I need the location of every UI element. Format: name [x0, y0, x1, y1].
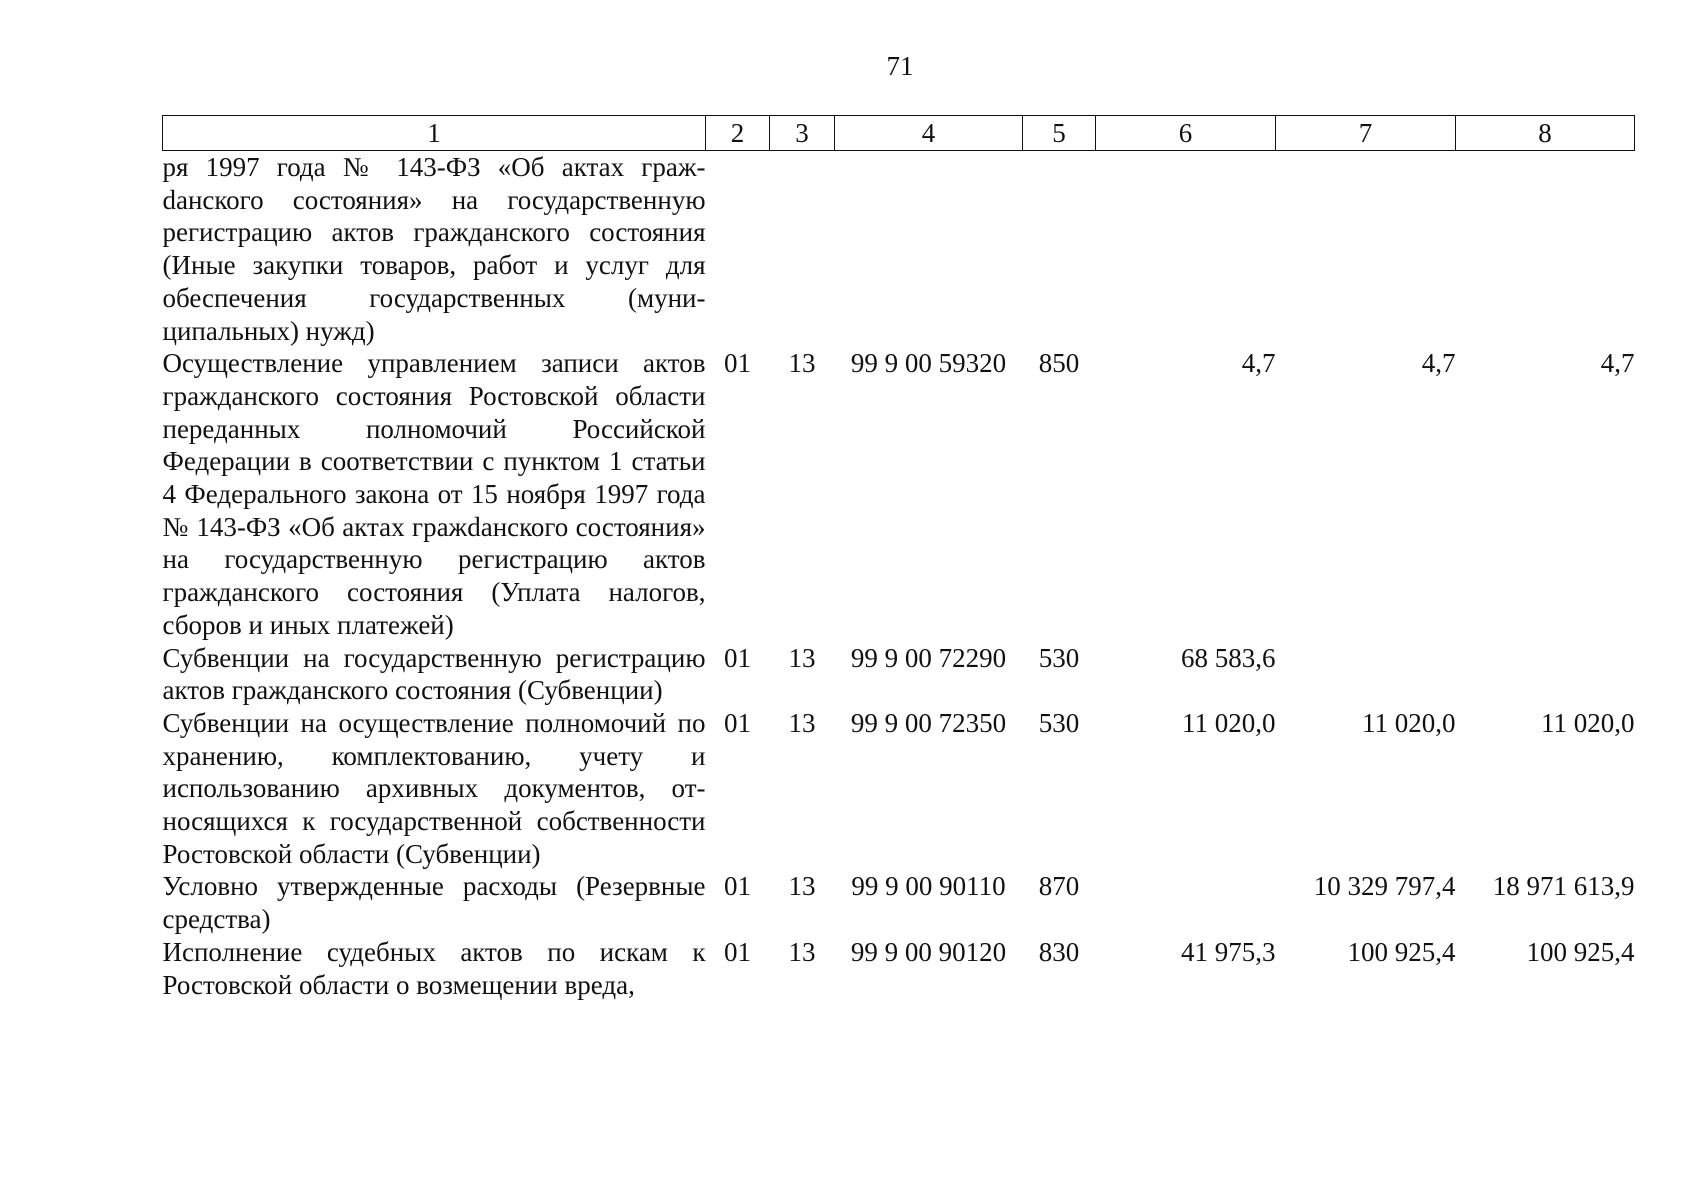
table-row: [163, 707, 1635, 871]
amount-col-6: 4,7: [1241, 348, 1276, 379]
section-code: 01: [724, 642, 751, 673]
section-code: 01: [724, 871, 751, 902]
amount-col-7: 10 329 797,4: [1313, 871, 1456, 902]
section-code: 01: [724, 348, 751, 379]
row-description: Субвенции на осуществление полномочий по хранению, комплектованию, учету и использованию архивных документов, относящихся к государственной собственности Ростовской области (Субвенции): [162, 707, 706, 869]
header-row: [163, 116, 1635, 151]
row-description: Субвенции на государственную регистрацию актов гражданского состояния (Субвенции): [162, 642, 706, 706]
column-header-4: 4: [835, 116, 1023, 151]
target-article-code: 99 9 00 90120: [850, 936, 1007, 967]
amount-col-6: 68 583,6: [1181, 642, 1276, 673]
column-header-8: 8: [1456, 116, 1635, 151]
table-row: [163, 642, 1635, 707]
subsection-code: 13: [788, 642, 816, 673]
expense-type-code: 830: [1038, 936, 1080, 967]
row-description: ря 1997 года № 143-ФЗ «Об актах гражdанского состояния» на государственную регистрацию актов гражданского состояния (Иные закупки товаров, работ и услуг для обеспечения государственных (муниципальных) нужд): [162, 152, 706, 346]
page-number: 71: [886, 51, 914, 81]
amount-col-7: 11 020,0: [1362, 707, 1456, 738]
column-header-2: 2: [706, 116, 770, 151]
column-header-6: 6: [1096, 116, 1276, 151]
table-row: [163, 347, 1635, 641]
target-article-code: 99 9 00 72350: [850, 707, 1007, 738]
amount-col-7: 4,7: [1421, 348, 1456, 379]
expense-type-code: 530: [1038, 707, 1080, 738]
subsection-code: [770, 151, 835, 348]
expense-type-code: 850: [1038, 348, 1080, 379]
target-article-code: 99 9 00 59320: [850, 348, 1007, 379]
column-header-7: 7: [1276, 116, 1456, 151]
amount-col-7: 100 925,4: [1347, 936, 1456, 967]
amount-col-8: [1456, 642, 1635, 707]
section-code: 01: [724, 936, 751, 967]
table-row: [163, 151, 1635, 348]
amount-col-6: [1096, 870, 1276, 935]
row-description: Осуществление управлением записи актов гражданского состояния Ростовской области переданных полномочий Российской Федерации в соответствии с пунктом 1 статьи 4 Федерального закона от 15 ноября 1997 года № 143-ФЗ «Об актах гражdанского состояния» на государственную регистрацию актов гражданского состояния (Уплата налогов, сборов и иных платежей): [162, 348, 706, 640]
amount-col-6: 11 020,0: [1182, 707, 1276, 738]
subsection-code: 13: [788, 871, 816, 902]
amount-col-8: 100 925,4: [1526, 936, 1635, 967]
expense-type-code: 530: [1038, 642, 1080, 673]
amount-col-8: 18 971 613,9: [1492, 871, 1635, 902]
column-header-5: 5: [1023, 116, 1096, 151]
target-article-code: 99 9 00 72290: [850, 642, 1007, 673]
column-header-1: 1: [163, 116, 706, 151]
row-description: Условно утвержденные расходы (Резервные средства): [162, 871, 706, 935]
amount-col-8: 11 020,0: [1541, 707, 1635, 738]
amount-col-8: 4,7: [1600, 348, 1635, 379]
target-article-code: 99 9 00 90110: [851, 871, 1006, 902]
expense-type-code: [1023, 151, 1096, 348]
amount-col-6: [1096, 151, 1276, 348]
amount-col-6: 41 975,3: [1181, 936, 1276, 967]
column-header-3: 3: [770, 116, 835, 151]
section-code: [706, 151, 770, 348]
subsection-code: 13: [788, 936, 816, 967]
amount-col-7: [1276, 642, 1456, 707]
table-row: [163, 870, 1635, 935]
subsection-code: 13: [788, 348, 816, 379]
amount-col-7: [1276, 151, 1456, 348]
budget-table: [162, 115, 1635, 1001]
section-code: 01: [724, 707, 751, 738]
target-article-code: [835, 151, 1023, 348]
expense-type-code: 870: [1038, 871, 1080, 902]
table-row: [163, 936, 1635, 1001]
row-description: Исполнение судебных актов по искам к Ростовской области о возмещении вреда,: [162, 936, 706, 1000]
amount-col-8: [1456, 151, 1635, 348]
subsection-code: 13: [788, 707, 816, 738]
